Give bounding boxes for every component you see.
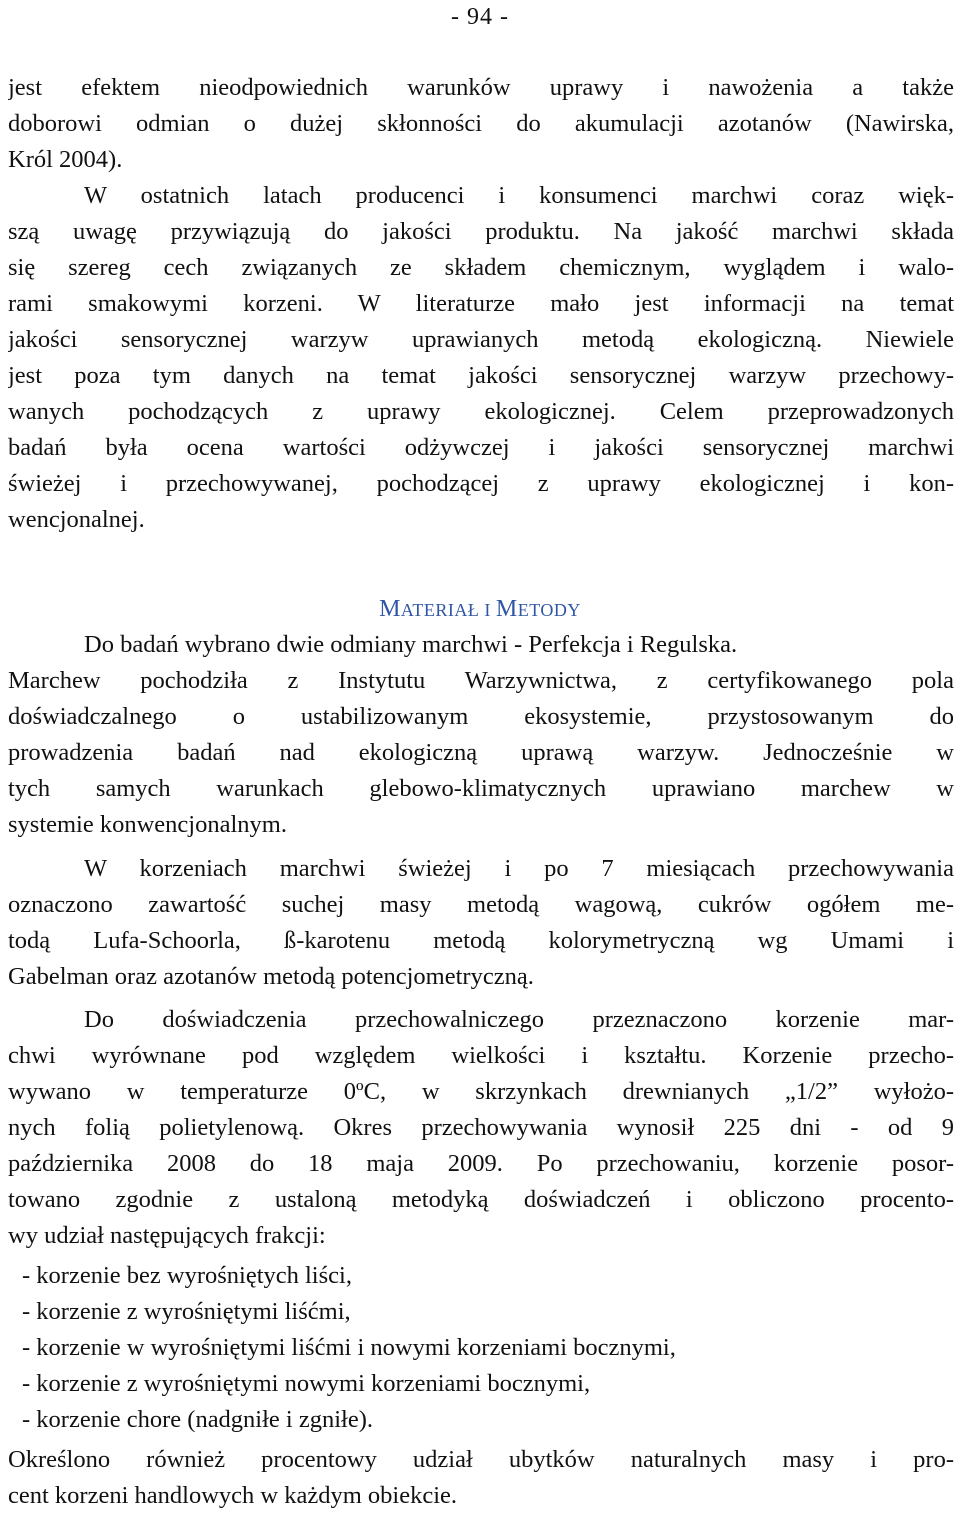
paragraph-line: wywano w temperaturze 0ºC, w skrzynkach drewnianych „1/2” wyłożo- (8, 1078, 954, 1105)
paragraph-line: jest efektem nieodpowiednich warunków uprawy i nawożenia a także (8, 74, 954, 101)
paragraph-line: szą uwagę przywiązują do jakości produktu. Na jakość marchwi składa (8, 218, 954, 245)
paragraph-line: wencjonalnej. (8, 506, 145, 533)
heading-smallcaps: ATERIAŁ I (400, 600, 496, 620)
paragraph-line: rami smakowymi korzeni. W literaturze mało jest informacji na temat (8, 290, 954, 317)
list-item: - korzenie chore (nadgniłe i zgniłe). (22, 1406, 374, 1433)
paragraph-line: wanych pochodzących z uprawy ekologicznej. Celem przeprowadzonych (8, 398, 954, 425)
paragraph-line: jakości sensorycznej warzyw uprawianych metodą ekologiczną. Niewiele (8, 326, 954, 353)
paragraph-line: się szereg cech związanych ze składem chemicznym, wyglądem i walo- (8, 254, 954, 281)
heading-initial: M (495, 596, 518, 622)
paragraph-line: todą Lufa-Schoorla, ß-karotenu metodą kolorymetryczną wg Umami i (8, 927, 954, 954)
paragraph-line: Gabelman oraz azotanów metodą potencjometryczną. (8, 963, 534, 990)
paragraph-line: Król 2004). (8, 146, 123, 173)
paragraph-line: Marchew pochodziła z Instytutu Warzywnictwa, z certyfikowanego pola (8, 667, 954, 694)
paragraph-line: towano zgodnie z ustaloną metodyką doświadczeń i obliczono procento- (8, 1186, 954, 1213)
section-heading (0, 591, 960, 628)
paragraph-line: prowadzenia badań nad ekologiczną uprawą warzyw. Jednocześnie w (8, 739, 954, 766)
paragraph-line: Do badań wybrano dwie odmiany marchwi - Perfekcja i Regulska. (84, 631, 738, 658)
paragraph-line: świeżej i przechowywanej, pochodzącej z uprawy ekologicznej i kon- (8, 470, 954, 497)
paragraph-line: cent korzeni handlowych w każdym obiekcie. (8, 1482, 458, 1509)
heading-initial: M (379, 596, 401, 622)
paragraph-line: W ostatnich latach producenci i konsumenci marchwi coraz więk- (84, 182, 954, 209)
paragraph-line: tych samych warunkach glebowo-klimatycznych uprawiano marchew w (8, 775, 954, 802)
paragraph-line: systemie konwencjonalnym. (8, 811, 287, 838)
paragraph-line: doświadczalnego o ustabilizowanym ekosystemie, przystosowanym do (8, 703, 954, 730)
paragraph-line: badań była ocena wartości odżywczej i jakości sensorycznej marchwi (8, 434, 954, 461)
paragraph-line: wy udział następujących frakcji: (8, 1222, 326, 1249)
paragraph-line: Określono również procentowy udział ubytków naturalnych masy i pro- (8, 1446, 954, 1473)
list-item: - korzenie bez wyrośniętych liści, (22, 1262, 352, 1289)
paragraph-line: oznaczono zawartość suchej masy metodą wagową, cukrów ogółem me- (8, 891, 954, 918)
paragraph-line: doborowi odmian o dużej skłonności do akumulacji azotanów (Nawirska, (8, 110, 954, 137)
list-item: - korzenie w wyrośniętymi liśćmi i nowymi korzeniami bocznymi, (22, 1334, 676, 1361)
list-item: - korzenie z wyrośniętymi liśćmi, (22, 1298, 351, 1325)
list-item: - korzenie z wyrośniętymi nowymi korzeniami bocznymi, (22, 1370, 591, 1397)
paragraph-line: października 2008 do 18 maja 2009. Po przechowaniu, korzenie posor- (8, 1150, 954, 1177)
paragraph-line: jest poza tym danych na temat jakości sensorycznej warzyw przechowy- (8, 362, 954, 389)
paragraph-line: W korzeniach marchwi świeżej i po 7 miesiącach przechowywania (84, 855, 954, 882)
paragraph-line: chwi wyrównane pod względem wielkości i kształtu. Korzenie przecho- (8, 1042, 954, 1069)
paragraph-line: nych folią polietylenową. Okres przechowywania wynosił 225 dni - od 9 (8, 1114, 954, 1141)
paragraph-line: Do doświadczenia przechowalniczego przeznaczono korzenie mar- (84, 1006, 954, 1033)
heading-smallcaps: ETODY (517, 600, 581, 620)
page-number: - 94 - (451, 4, 509, 30)
